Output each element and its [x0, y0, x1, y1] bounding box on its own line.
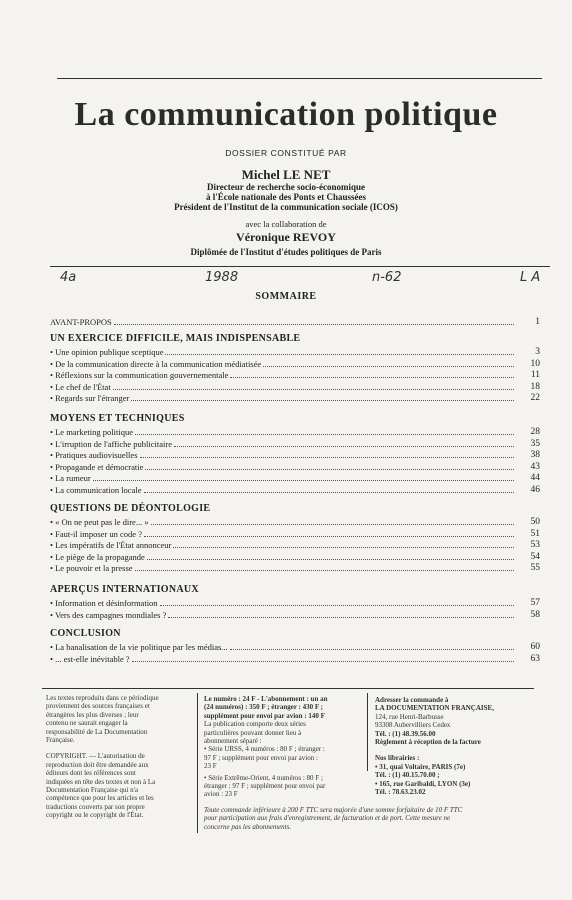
collab-intro: avec la collaboration de: [245, 219, 327, 229]
toc-entry: [50, 563, 540, 574]
toc-entry: [50, 462, 540, 473]
toc-leader-dots: [174, 446, 514, 447]
toc-section-heading: QUESTIONS DE DÉONTOLOGIE: [50, 503, 211, 514]
toc-entry: [50, 598, 540, 609]
toc-leader-dots: [144, 492, 515, 493]
footer-line: Tél. : (1) 48.39.56.00: [375, 729, 436, 738]
author-role: Directeur de recherche socio-économique: [206, 182, 366, 192]
footer-line: contenu ne saurait engager la: [46, 719, 128, 728]
toc-entry: [50, 540, 540, 551]
footer-line: indiquées en tête des textes et non à La: [46, 777, 156, 786]
footer-line: avion : 23 F: [204, 790, 238, 799]
toc-entry-label: • Propagande et démocratie: [50, 462, 145, 473]
toc-leader-dots: [145, 469, 514, 470]
footer-line: traductions couverts par son propre: [46, 802, 145, 811]
toc-page-number: 35: [530, 438, 540, 449]
toc-leader-dots: [230, 377, 514, 378]
footer-line: LA DOCUMENTATION FRANÇAISE,: [375, 704, 494, 713]
footer-line: proviennent des sources françaises et: [46, 702, 150, 711]
toc-leader-dots: [151, 524, 514, 525]
toc-leader-dots: [135, 570, 514, 571]
toc-leader-dots: [147, 559, 514, 560]
toc-entry-label: • Le pouvoir et la presse: [50, 563, 135, 574]
toc-leader-dots: [168, 617, 514, 618]
toc-page-number: 44: [530, 473, 540, 483]
footer-line: reproduction doit être demandée aux: [46, 760, 149, 769]
toc-entry: [50, 450, 540, 461]
toc-entry: [50, 654, 540, 665]
footer-line: Tél. : 78.63.23.02: [375, 788, 426, 797]
footer-line: pour participation aux frais d'enregistrement, de facturation et de port. Cette mesure ne: [204, 814, 451, 823]
footer-line: compétence que pour les articles et les: [46, 794, 154, 803]
page-title: La communication politique: [74, 96, 498, 133]
footer-line: • 31, quai Voltaire, PARIS (7e): [375, 763, 535, 771]
footer-line: éditeurs dont les références sont: [46, 769, 136, 778]
footer-disclaimer: [46, 694, 192, 820]
toc-page-number: 60: [530, 642, 540, 652]
footer-line: supplément pour envoi par avion : 140 F: [204, 711, 325, 720]
toc-entry: [50, 427, 540, 438]
toc-entry-label: • ... est-elle inévitable ?: [50, 654, 132, 665]
toc-entry: [50, 370, 540, 381]
author-role: Président de l'Institut de la communication sociale (ICOS): [174, 202, 398, 212]
toc-entry-label: • « On ne peut pas le dire... »: [50, 517, 151, 528]
collab-role: Diplômée de l'Institut d'études politiques de Paris: [190, 247, 382, 257]
toc-section-heading: APERÇUS INTERNATIONAUX: [50, 584, 199, 595]
toc-page-number: 11: [530, 370, 540, 380]
toc-entry-label: • Une opinion publique sceptique: [50, 347, 165, 358]
footer-line: • 165, rue Garibaldi, LYON (3e): [375, 780, 535, 788]
top-rule: [57, 78, 542, 79]
toc-leader-dots: [93, 480, 514, 481]
toc-entry-label: • Pratiques audiovisuelles: [50, 450, 140, 461]
toc-page-number: 63: [530, 653, 540, 664]
toc-page-number: 55: [530, 563, 540, 573]
toc-page-number: 43: [530, 461, 540, 472]
footer-line: responsabilité de La Documentation: [46, 727, 148, 736]
footer-line: étranger : 97 F ; supplément pour envoi par: [204, 782, 326, 791]
footer-line: • Série Extrême-Orient, 4 numéros : 80 F ;: [204, 774, 364, 782]
toc-entry-label: • De la communication directe à la communication médiatisée: [50, 359, 263, 370]
dossier-label: DOSSIER CONSTITUÉ PAR: [225, 148, 347, 158]
toc-leader-dots: [131, 400, 514, 401]
footer-line: abonnement séparé :: [204, 737, 262, 746]
toc-entry: [50, 473, 540, 484]
toc-page-number: 1: [535, 317, 540, 327]
toc-leader-dots: [114, 324, 514, 325]
footer-order: [375, 696, 535, 796]
toc-entry-label: • Information et désinformation: [50, 598, 160, 609]
toc-entry: [50, 382, 540, 393]
toc-leader-dots: [113, 389, 514, 390]
toc-section-heading: CONCLUSION: [50, 628, 121, 639]
toc-page-number: 57: [530, 598, 540, 608]
toc-page-number: 53: [530, 540, 540, 550]
footer-line: Règlement à réception de la facture: [375, 738, 481, 747]
sommaire-rule: [50, 266, 550, 267]
toc-leader-dots: [135, 434, 514, 435]
footer-line: Les textes reproduits dans ce périodique: [46, 694, 159, 702]
footer-line: concerne pas les abonnements.: [204, 822, 292, 831]
footer-pricing: [204, 695, 364, 799]
footer-line: 97 F ; supplément pour envoi par avion :: [204, 753, 318, 762]
toc-page-number: 50: [530, 517, 540, 527]
toc-leader-dots: [140, 457, 515, 458]
toc-entry: [50, 642, 540, 653]
handwritten-note: n-62: [372, 270, 402, 285]
footer-line: Le numéro : 24 F - L'abonnement : un an: [204, 695, 328, 703]
toc-leader-dots: [132, 661, 514, 662]
toc-page-number: 28: [530, 427, 540, 437]
footer-line: COPYRIGHT. — L'autorisation de: [46, 752, 145, 761]
toc-entry: [50, 529, 540, 540]
toc-entry: [50, 517, 540, 528]
footer-line: étrangères les plus diverses ; leur: [46, 710, 139, 719]
footer-line: • Série URSS, 4 numéros : 80 F ; étranger :: [204, 745, 364, 753]
toc-page-number: 22: [530, 393, 540, 403]
toc-entry-label: • Regards sur l'étranger: [50, 393, 131, 404]
footer-line: La publication comporte deux séries: [204, 720, 306, 729]
handwritten-note: L A: [520, 270, 541, 285]
toc-leader-dots: [230, 649, 514, 650]
toc-entry-label: • Le piège de la propagande: [50, 552, 147, 563]
footer-line: particulières pouvant donner lieu à: [204, 728, 302, 737]
toc-page-number: 10: [530, 358, 540, 369]
toc-entry-label: • Vers des campagnes mondiales ?: [50, 610, 168, 621]
author-role: à l'École nationale des Ponts et Chaussées: [205, 192, 366, 202]
toc-entry-label: • Réflexions sur la communication gouvernementale: [50, 370, 230, 381]
toc-leader-dots: [165, 354, 514, 355]
footer-line: 124, rue Henri-Barbusse: [375, 712, 444, 721]
toc-page-number: 18: [530, 381, 540, 392]
toc-entry-label: • L'irruption de l'affiche publicitaire: [50, 439, 174, 450]
footer-line: Documentation Française qui n'a: [46, 786, 139, 795]
footer-rule: [42, 688, 534, 689]
collab-name: Véronique REVOY: [236, 230, 336, 244]
toc-entry: [50, 347, 540, 358]
toc-leader-dots: [263, 366, 514, 367]
footer-line: 93308 Aubervilliers Cedex: [375, 721, 451, 730]
footer-line: Tél. : (1) 40.15.70.00 ;: [375, 771, 440, 780]
toc-page-number: 51: [530, 528, 540, 539]
toc-entry: [50, 552, 540, 563]
footer-line: copyright ou le copyright de l'État.: [46, 811, 144, 820]
toc-entry: [50, 359, 540, 370]
toc-page-number: 54: [530, 551, 540, 562]
toc-page-number: 58: [530, 609, 540, 620]
footer-note: [204, 806, 544, 831]
toc-page-number: 3: [535, 347, 540, 357]
toc-entry-label: • Le chef de l'État: [50, 382, 113, 393]
footer-line: Toute commande inférieure à 200 F TTC sera majorée d'une somme forfaitaire de 10 F TTC: [204, 806, 463, 814]
footer-divider: [367, 693, 368, 771]
toc-entry: [50, 485, 540, 496]
footer-line: Nos librairies :: [375, 754, 420, 763]
toc-leader-dots: [160, 605, 514, 606]
footer-line: (24 numéros) : 350 F ; étranger : 430 F ;: [204, 703, 323, 712]
author-name: Michel LE NET: [241, 167, 331, 182]
toc-page-number: 38: [530, 450, 540, 460]
toc-entry-label: • Faut-il imposer un code ?: [50, 529, 144, 540]
handwritten-note: 4a: [60, 270, 77, 285]
footer-line: Française.: [46, 736, 75, 745]
toc-entry-label: • La communication locale: [50, 485, 144, 496]
toc-section-heading: UN EXERCICE DIFFICILE, MAIS INDISPENSABLE: [50, 333, 301, 344]
toc-leader-dots: [144, 536, 514, 537]
toc-leader-dots: [173, 547, 514, 548]
toc-entry-label: • Les impératifs de l'État annonceur: [50, 540, 173, 551]
toc-page-number: 46: [530, 484, 540, 495]
sommaire-heading: SOMMAIRE: [255, 291, 317, 302]
toc-entry: [50, 393, 540, 404]
toc-entry: [50, 439, 540, 450]
toc-entry: [50, 610, 540, 621]
footer-line: 23 F: [204, 762, 217, 771]
handwritten-note: 1988: [205, 270, 239, 285]
toc-entry: [50, 317, 540, 328]
footer-divider: [197, 693, 198, 833]
toc-section-heading: MOYENS ET TECHNIQUES: [50, 413, 185, 424]
toc-entry-label: AVANT-PROPOS: [50, 317, 112, 327]
toc-entry-label: • La banalisation de la vie politique par les médias...: [50, 642, 230, 653]
toc-entry-label: • Le marketing politique: [50, 427, 135, 438]
footer-line: Adresser la commande à: [375, 696, 449, 704]
toc-entry-label: • La rumeur: [50, 473, 93, 484]
